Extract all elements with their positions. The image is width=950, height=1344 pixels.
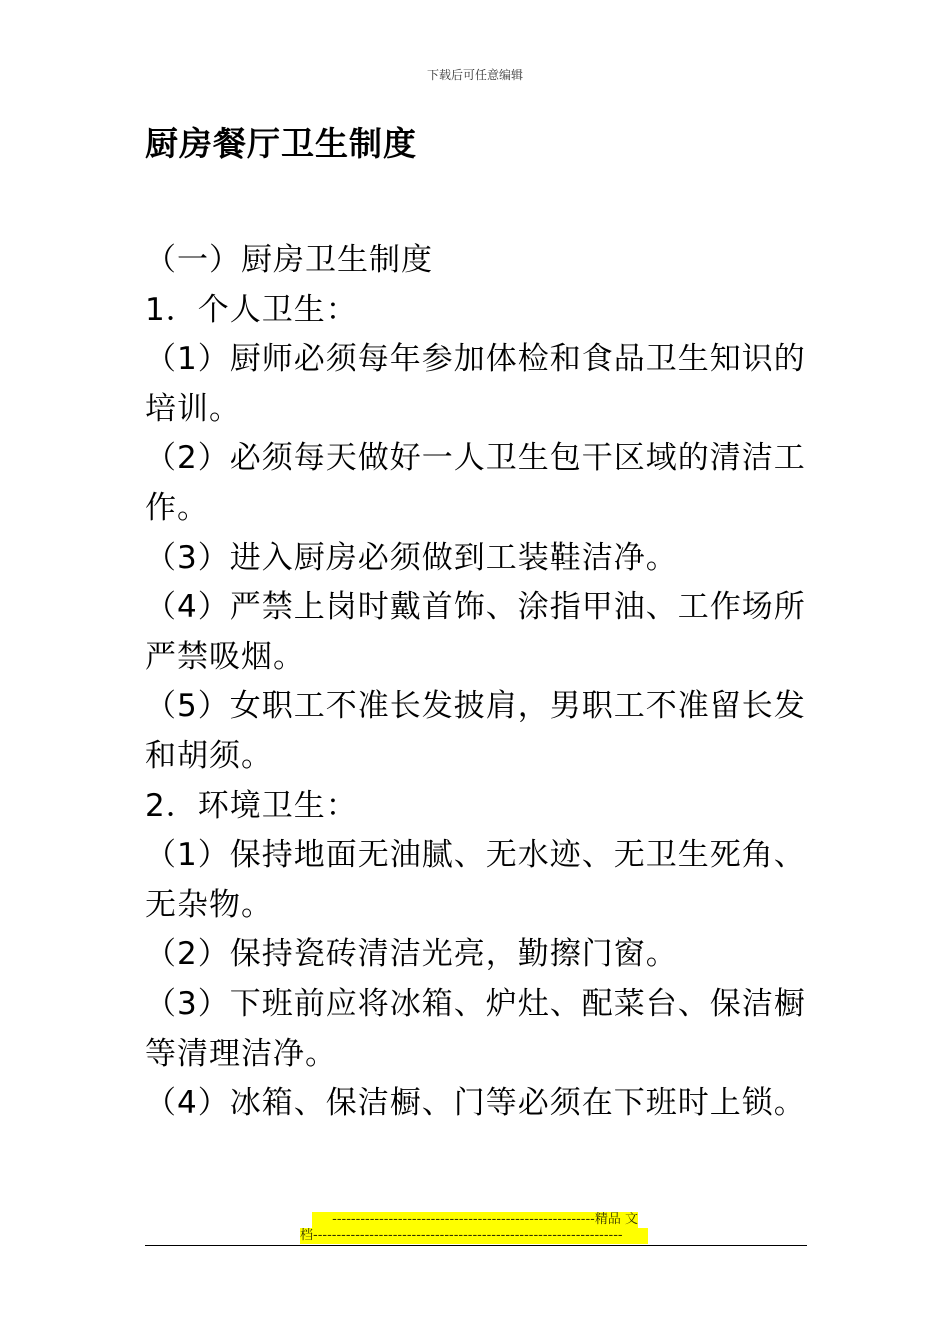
footer-watermark	[300, 1212, 650, 1244]
list-item: （2）必须每天做好一人卫生包干区域的清洁工作。	[145, 440, 806, 526]
section-heading: （一）厨房卫生制度	[145, 242, 433, 278]
list-item: （4）严禁上岗时戴首饰、涂指甲油、工作场所严禁吸烟。	[145, 589, 806, 675]
list-item: （3）进入厨房必须做到工装鞋洁净。	[145, 539, 678, 576]
document-body	[145, 236, 807, 1129]
footer-divider	[145, 1245, 807, 1246]
list-item: （1）保持地面无油腻、无水迹、无卫生死角、无杂物。	[145, 837, 806, 923]
footer-line-1: --------------------------------------------------------精品 文	[312, 1212, 638, 1228]
footer-line-2: 档------------------------------------------------------------------	[300, 1228, 648, 1244]
list-item: （4）冰箱、保洁橱、门等必须在下班时上锁。	[145, 1085, 806, 1122]
list-item: （5）女职工不准长发披肩，男职工不准留长发和胡须。	[145, 688, 806, 774]
document-title: 厨房餐厅卫生制度	[145, 124, 417, 163]
list-item: （3）下班前应将冰箱、炉灶、配菜台、保洁橱等清理洁净。	[145, 985, 806, 1072]
list-item: （2）保持瓷砖清洁光亮，勤擦门窗。	[145, 936, 678, 973]
subsection-heading: 1．个人卫生：	[145, 291, 358, 328]
subsection-heading: 2．环境卫生：	[145, 787, 358, 824]
list-item: （1）厨师必须每年参加体检和食品卫生知识的培训。	[145, 341, 806, 427]
header-note: 下载后可任意编辑	[426, 68, 523, 82]
